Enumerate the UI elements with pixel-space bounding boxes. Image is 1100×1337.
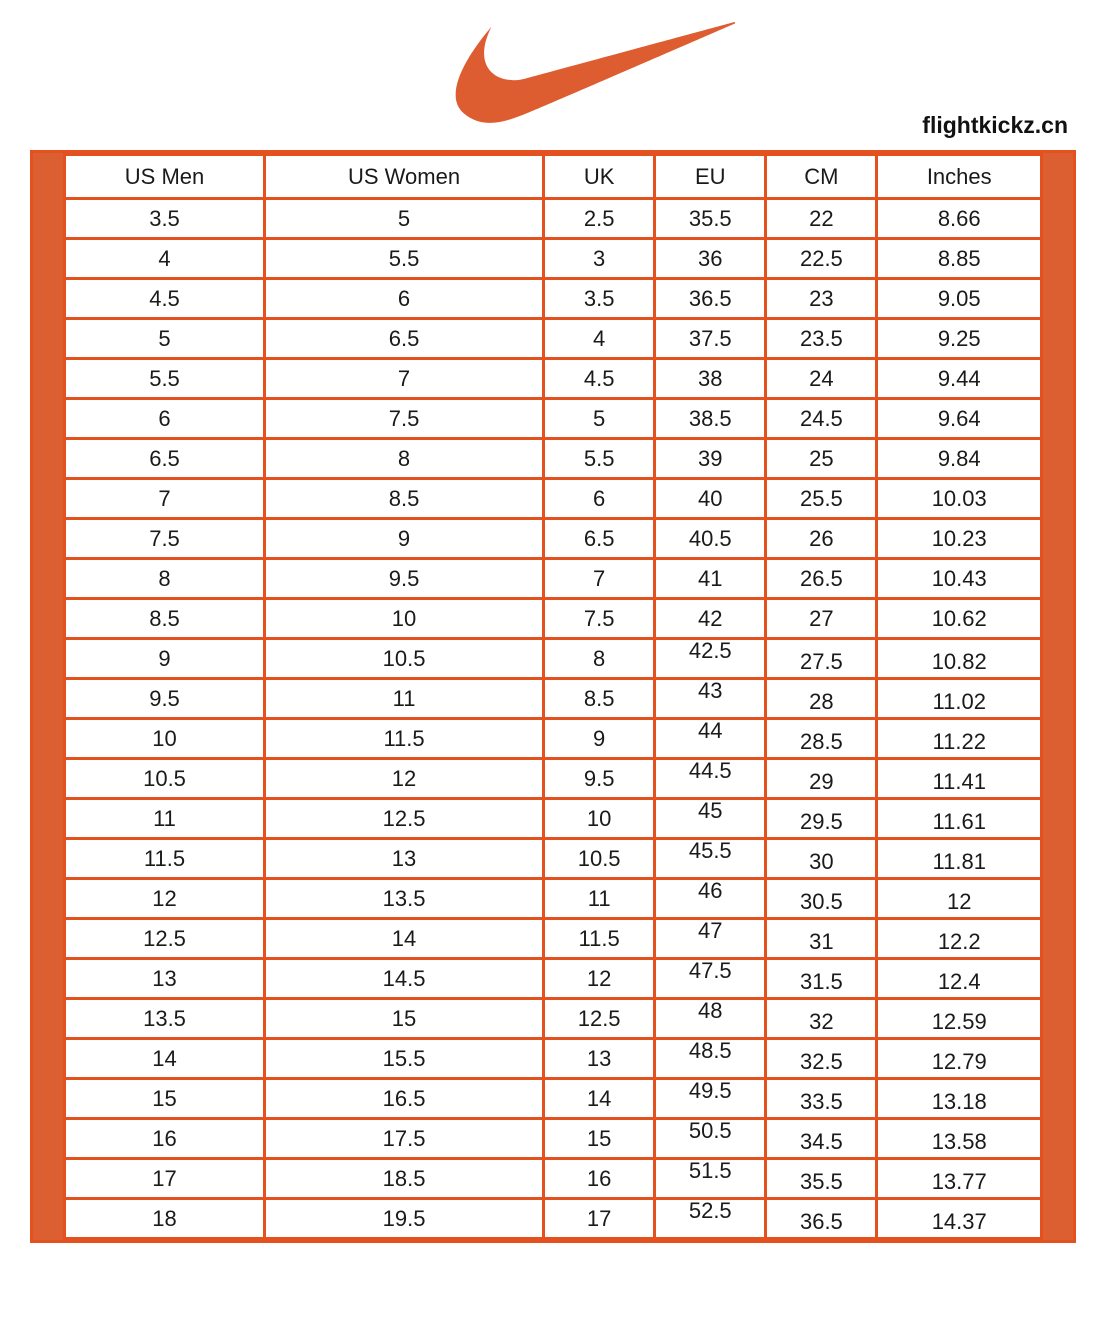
size-cell: 35.5 <box>655 199 766 239</box>
size-cell: 9.84 <box>877 439 1042 479</box>
size-chart-table <box>63 153 1043 1240</box>
left-accent-bar <box>33 153 63 1240</box>
size-cell: 9.64 <box>877 399 1042 439</box>
size-cell: 51.5 <box>655 1159 766 1199</box>
table-row <box>65 439 1042 479</box>
table-row <box>65 319 1042 359</box>
size-cell: 13.18 <box>877 1079 1042 1119</box>
size-cell: 15 <box>65 1079 265 1119</box>
size-cell: 12 <box>65 879 265 919</box>
size-cell: 5 <box>265 199 544 239</box>
size-cell: 5.5 <box>65 359 265 399</box>
size-cell: 13.77 <box>877 1159 1042 1199</box>
table-row <box>65 999 1042 1039</box>
size-cell: 12.59 <box>877 999 1042 1039</box>
size-cell: 37.5 <box>655 319 766 359</box>
size-cell: 5 <box>544 399 655 439</box>
size-cell: 8.66 <box>877 199 1042 239</box>
size-cell: 13.5 <box>65 999 265 1039</box>
size-cell: 19.5 <box>265 1199 544 1239</box>
size-cell: 10.62 <box>877 599 1042 639</box>
size-cell: 7 <box>65 479 265 519</box>
size-cell: 28 <box>766 679 877 719</box>
table-row <box>65 599 1042 639</box>
size-cell: 8 <box>544 639 655 679</box>
size-cell: 6.5 <box>544 519 655 559</box>
size-cell: 6 <box>265 279 544 319</box>
size-cell: 8.5 <box>544 679 655 719</box>
size-cell: 48.5 <box>655 1039 766 1079</box>
size-cell: 43 <box>655 679 766 719</box>
size-cell: 9.05 <box>877 279 1042 319</box>
size-cell: 6 <box>544 479 655 519</box>
table-row <box>65 639 1042 679</box>
size-cell: 4 <box>65 239 265 279</box>
size-cell: 22.5 <box>766 239 877 279</box>
size-cell: 11 <box>544 879 655 919</box>
size-cell: 11.02 <box>877 679 1042 719</box>
size-cell: 8.85 <box>877 239 1042 279</box>
size-cell: 14.5 <box>265 959 544 999</box>
size-cell: 36.5 <box>766 1199 877 1239</box>
size-cell: 30 <box>766 839 877 879</box>
table-row <box>65 919 1042 959</box>
size-cell: 9 <box>65 639 265 679</box>
size-cell: 18 <box>65 1199 265 1239</box>
size-cell: 8.5 <box>65 599 265 639</box>
size-cell: 9.5 <box>544 759 655 799</box>
size-cell: 12.79 <box>877 1039 1042 1079</box>
size-cell: 11.22 <box>877 719 1042 759</box>
size-cell: 23 <box>766 279 877 319</box>
size-cell: 13.58 <box>877 1119 1042 1159</box>
size-cell: 10.5 <box>65 759 265 799</box>
size-cell: 4.5 <box>65 279 265 319</box>
size-cell: 44.5 <box>655 759 766 799</box>
size-cell: 4.5 <box>544 359 655 399</box>
size-cell: 39 <box>655 439 766 479</box>
table-row <box>65 479 1042 519</box>
size-cell: 7.5 <box>544 599 655 639</box>
size-cell: 42 <box>655 599 766 639</box>
column-header-us-women: US Women <box>265 155 544 199</box>
size-cell: 41 <box>655 559 766 599</box>
size-cell: 7 <box>544 559 655 599</box>
size-cell: 9.5 <box>65 679 265 719</box>
size-cell: 9.25 <box>877 319 1042 359</box>
table-row <box>65 359 1042 399</box>
table-row <box>65 399 1042 439</box>
size-cell: 6 <box>65 399 265 439</box>
size-cell: 12 <box>544 959 655 999</box>
size-chart-header <box>65 155 1042 199</box>
table-row <box>65 1079 1042 1119</box>
table-row <box>65 1159 1042 1199</box>
size-cell: 38 <box>655 359 766 399</box>
size-cell: 11 <box>65 799 265 839</box>
size-cell: 17.5 <box>265 1119 544 1159</box>
table-row <box>65 719 1042 759</box>
size-cell: 10.23 <box>877 519 1042 559</box>
size-cell: 22 <box>766 199 877 239</box>
table-row <box>65 239 1042 279</box>
size-cell: 5 <box>65 319 265 359</box>
size-cell: 24.5 <box>766 399 877 439</box>
table-row <box>65 1039 1042 1079</box>
size-cell: 29 <box>766 759 877 799</box>
size-cell: 12 <box>877 879 1042 919</box>
size-cell: 16 <box>65 1119 265 1159</box>
size-cell: 10 <box>265 599 544 639</box>
size-cell: 35.5 <box>766 1159 877 1199</box>
brand-header <box>0 0 1100 150</box>
size-cell: 52.5 <box>655 1199 766 1239</box>
size-cell: 47.5 <box>655 959 766 999</box>
nike-swoosh-icon <box>455 22 735 123</box>
table-row <box>65 799 1042 839</box>
size-cell: 11.81 <box>877 839 1042 879</box>
size-cell: 13 <box>544 1039 655 1079</box>
size-cell: 27 <box>766 599 877 639</box>
size-cell: 18.5 <box>265 1159 544 1199</box>
size-cell: 17 <box>544 1199 655 1239</box>
size-cell: 32.5 <box>766 1039 877 1079</box>
size-cell: 40.5 <box>655 519 766 559</box>
size-cell: 9 <box>265 519 544 559</box>
size-cell: 26.5 <box>766 559 877 599</box>
table-row <box>65 759 1042 799</box>
size-chart <box>30 150 1076 1243</box>
size-cell: 6.5 <box>265 319 544 359</box>
column-header-inches: Inches <box>877 155 1042 199</box>
size-cell: 5.5 <box>265 239 544 279</box>
size-cell: 10.03 <box>877 479 1042 519</box>
size-cell: 12.4 <box>877 959 1042 999</box>
table-row <box>65 679 1042 719</box>
size-cell: 10 <box>65 719 265 759</box>
table-row <box>65 559 1042 599</box>
size-cell: 34.5 <box>766 1119 877 1159</box>
size-cell: 25.5 <box>766 479 877 519</box>
size-cell: 31.5 <box>766 959 877 999</box>
size-cell: 10.43 <box>877 559 1042 599</box>
size-cell: 33.5 <box>766 1079 877 1119</box>
column-header-eu: EU <box>655 155 766 199</box>
size-cell: 5.5 <box>544 439 655 479</box>
size-cell: 14 <box>265 919 544 959</box>
size-cell: 16 <box>544 1159 655 1199</box>
size-cell: 10 <box>544 799 655 839</box>
column-header-cm: CM <box>766 155 877 199</box>
size-cell: 30.5 <box>766 879 877 919</box>
size-cell: 12.5 <box>265 799 544 839</box>
size-cell: 11.5 <box>544 919 655 959</box>
column-header-uk: UK <box>544 155 655 199</box>
size-cell: 12.5 <box>65 919 265 959</box>
size-cell: 12.5 <box>544 999 655 1039</box>
size-cell: 3 <box>544 239 655 279</box>
size-cell: 23.5 <box>766 319 877 359</box>
size-cell: 25 <box>766 439 877 479</box>
size-cell: 11 <box>265 679 544 719</box>
size-cell: 8 <box>265 439 544 479</box>
size-cell: 45 <box>655 799 766 839</box>
size-cell: 44 <box>655 719 766 759</box>
size-cell: 14 <box>65 1039 265 1079</box>
size-cell: 4 <box>544 319 655 359</box>
size-cell: 42.5 <box>655 639 766 679</box>
size-cell: 16.5 <box>265 1079 544 1119</box>
size-cell: 11.5 <box>65 839 265 879</box>
size-cell: 15.5 <box>265 1039 544 1079</box>
right-accent-bar <box>1043 153 1073 1240</box>
size-cell: 28.5 <box>766 719 877 759</box>
table-row <box>65 199 1042 239</box>
size-cell: 47 <box>655 919 766 959</box>
size-cell: 36.5 <box>655 279 766 319</box>
size-cell: 48 <box>655 999 766 1039</box>
size-cell: 7.5 <box>265 399 544 439</box>
size-cell: 49.5 <box>655 1079 766 1119</box>
website-label: flightkickz.cn <box>922 112 1068 138</box>
size-cell: 12.2 <box>877 919 1042 959</box>
table-row <box>65 279 1042 319</box>
size-cell: 8 <box>65 559 265 599</box>
size-cell: 50.5 <box>655 1119 766 1159</box>
size-cell: 40 <box>655 479 766 519</box>
size-cell: 3.5 <box>544 279 655 319</box>
size-cell: 11.5 <box>265 719 544 759</box>
size-cell: 15 <box>265 999 544 1039</box>
size-cell: 38.5 <box>655 399 766 439</box>
size-cell: 27.5 <box>766 639 877 679</box>
table-row <box>65 1199 1042 1239</box>
size-cell: 14 <box>544 1079 655 1119</box>
table-row <box>65 879 1042 919</box>
size-cell: 13 <box>265 839 544 879</box>
size-cell: 11.61 <box>877 799 1042 839</box>
size-cell: 32 <box>766 999 877 1039</box>
size-cell: 45.5 <box>655 839 766 879</box>
size-cell: 15 <box>544 1119 655 1159</box>
header-row <box>65 155 1042 199</box>
size-cell: 7.5 <box>65 519 265 559</box>
size-cell: 2.5 <box>544 199 655 239</box>
size-cell: 14.37 <box>877 1199 1042 1239</box>
size-cell: 9 <box>544 719 655 759</box>
size-cell: 17 <box>65 1159 265 1199</box>
table-row <box>65 839 1042 879</box>
size-chart-body <box>65 199 1042 1239</box>
size-cell: 6.5 <box>65 439 265 479</box>
size-cell: 36 <box>655 239 766 279</box>
size-cell: 31 <box>766 919 877 959</box>
size-cell: 3.5 <box>65 199 265 239</box>
size-cell: 9.5 <box>265 559 544 599</box>
size-cell: 26 <box>766 519 877 559</box>
size-cell: 11.41 <box>877 759 1042 799</box>
size-cell: 10.5 <box>544 839 655 879</box>
size-cell: 24 <box>766 359 877 399</box>
size-cell: 12 <box>265 759 544 799</box>
column-header-us-men: US Men <box>65 155 265 199</box>
size-cell: 29.5 <box>766 799 877 839</box>
size-cell: 10.5 <box>265 639 544 679</box>
size-cell: 8.5 <box>265 479 544 519</box>
size-cell: 13.5 <box>265 879 544 919</box>
table-row <box>65 1119 1042 1159</box>
size-cell: 10.82 <box>877 639 1042 679</box>
table-row <box>65 959 1042 999</box>
size-cell: 7 <box>265 359 544 399</box>
size-cell: 9.44 <box>877 359 1042 399</box>
size-cell: 46 <box>655 879 766 919</box>
table-row <box>65 519 1042 559</box>
size-cell: 13 <box>65 959 265 999</box>
